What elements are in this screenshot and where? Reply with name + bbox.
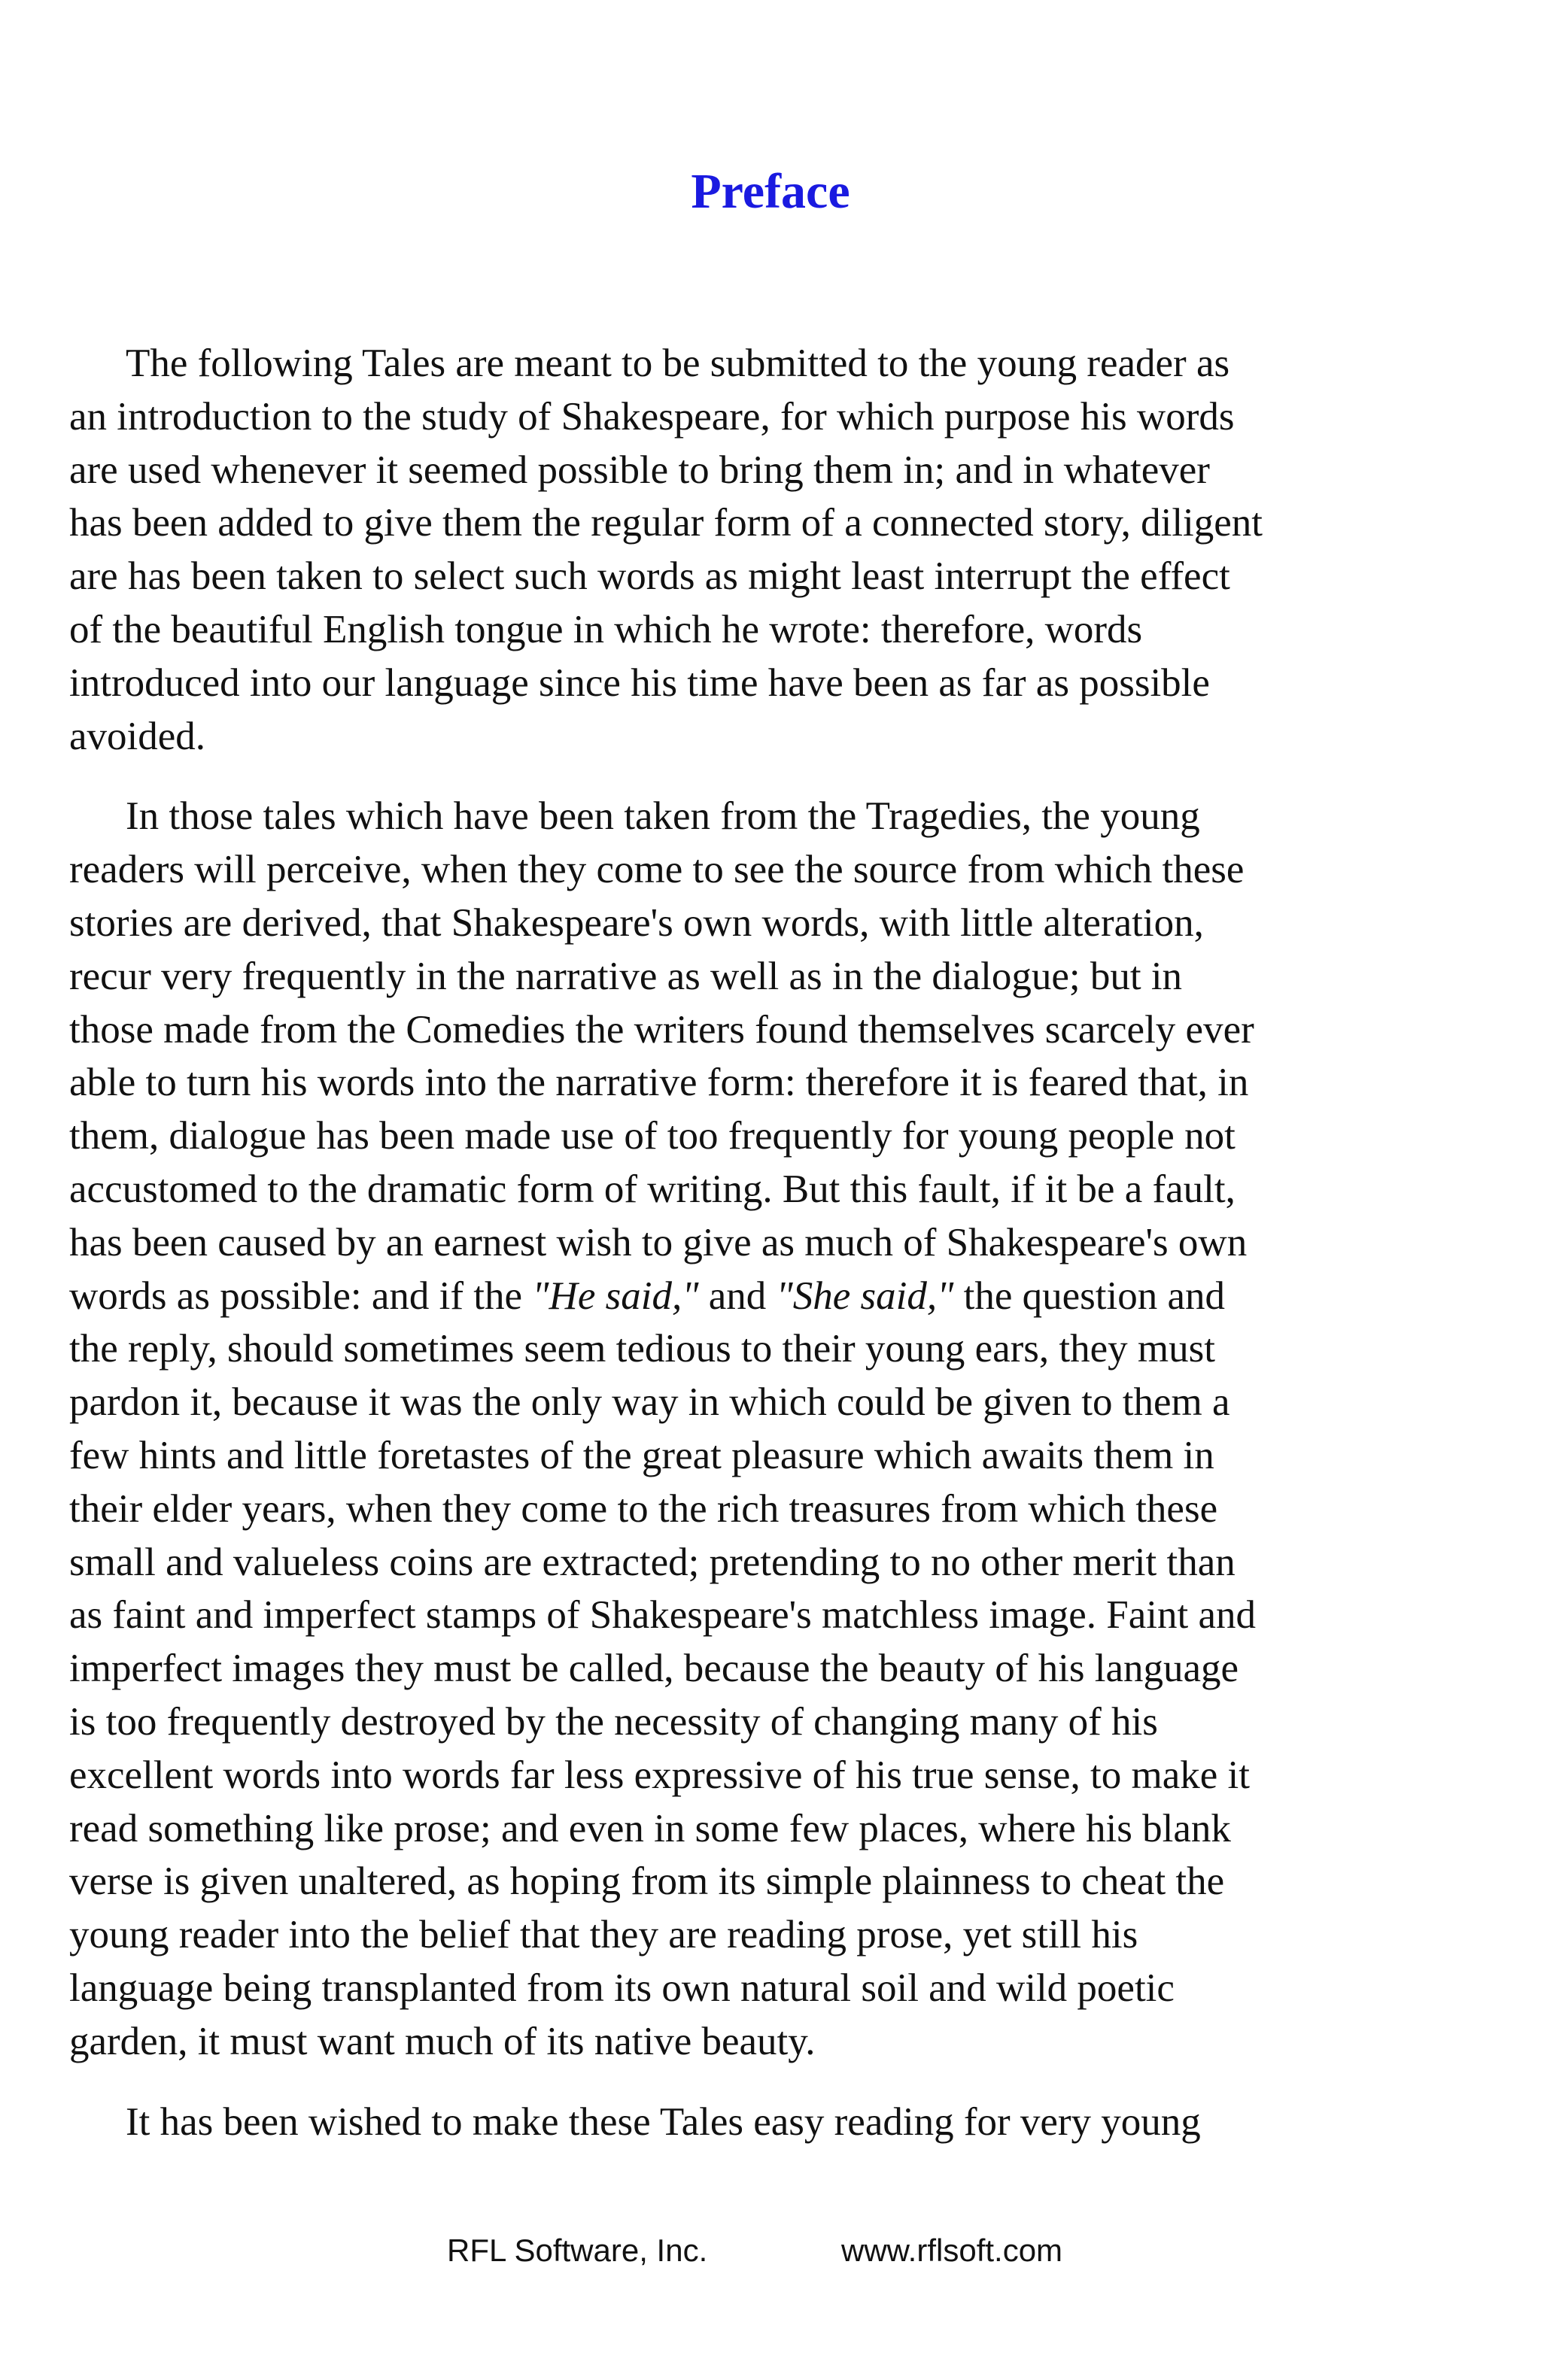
text-line: It has been wished to make these Tales easy reading for very young [126,2099,1201,2144]
text-line: the reply, should sometimes seem tedious to their young ears, they must [69,1327,1215,1371]
text-line: their elder years, when they come to the rich treasures from which these [69,1486,1218,1531]
text-line: are used whenever it seemed possible to bring them in; and in whatever [69,448,1210,492]
text-line: garden, it must want much of its native beauty. [69,2019,816,2063]
text-fragment: the question and [953,1273,1226,1318]
text-line: introduced into our language since his time have been as far as possible [69,660,1210,705]
footer-url: www.rflsoft.com [841,2233,1063,2268]
text-line: imperfect images they must be called, because the beauty of his language [69,1647,1239,1691]
text-line: as faint and imperfect stamps of Shakespeare's matchless image. Faint and [69,1593,1256,1638]
paragraph-3 [69,2096,1469,2149]
text-line: has been added to give them the regular form of a connected story, diligent [69,501,1263,545]
text-line: language being transplanted from its own natural soil and wild poetic [69,1966,1175,2010]
text-line: of the beautiful English tongue in which he wrote: therefore, words [69,607,1143,651]
footer-company: RFL Software, Inc. [447,2233,708,2268]
page-footer [0,2228,1541,2273]
text-line: readers will perceive, when they come to see the source from which these [69,848,1245,892]
text-line: small and valueless coins are extracted; pretending to no other merit than [69,1540,1236,1584]
text-line: read something like prose; and even in some few places, where his blank [69,1806,1231,1850]
text-line: excellent words into words far less expressive of his true sense, to make it [69,1753,1250,1797]
text-line: The following Tales are meant to be submitted to the young reader as [126,342,1230,385]
text-fragment: and [698,1273,777,1318]
text-line-with-quotes [69,1270,1469,1323]
text-line: few hints and little foretastes of the great pleasure which awaits them in [69,1433,1214,1477]
text-line: accustomed to the dramatic form of writing. But this fault, if it be a fault, [69,1167,1236,1211]
text-line: verse is given unaltered, as hoping from its simple plainness to cheat the [69,1859,1225,1904]
text-fragment: words as possible: and if the [69,1273,533,1318]
text-line: are has been taken to select such words as might least interrupt the effect [69,554,1230,599]
paragraph-2 [69,790,1469,2068]
quoted-phrase: "He said," [532,1273,699,1318]
preface-body [69,337,1469,2175]
text-line: them, dialogue has been made use of too frequently for young people not [69,1114,1236,1158]
text-line: is too frequently destroyed by the necessity of changing many of his [69,1699,1158,1744]
text-line: In those tales which have been taken from the Tragedies, the young [126,794,1200,839]
text-line: stories are derived, that Shakespeare's own words, with little alteration, [69,900,1204,945]
text-line: an introduction to the study of Shakespeare, for which purpose his words [69,394,1235,439]
text-line: those made from the Comedies the writers found themselves scarcely ever [69,1007,1254,1052]
text-line: has been caused by an earnest wish to give as much of Shakespeare's own [69,1220,1248,1264]
text-line: recur very frequently in the narrative as well as in the dialogue; but in [69,954,1183,998]
text-line: avoided. [69,714,206,758]
quoted-phrase: "She said," [776,1273,954,1318]
paragraph-1 [69,337,1469,763]
text-line: young reader into the belief that they are reading prose, yet still his [69,1913,1138,1957]
text-line: pardon it, because it was the only way in which could be given to them a [69,1380,1230,1425]
page-title: Preface [691,164,850,219]
text-line: able to turn his words into the narrative form: therefore it is feared that, in [69,1061,1249,1105]
